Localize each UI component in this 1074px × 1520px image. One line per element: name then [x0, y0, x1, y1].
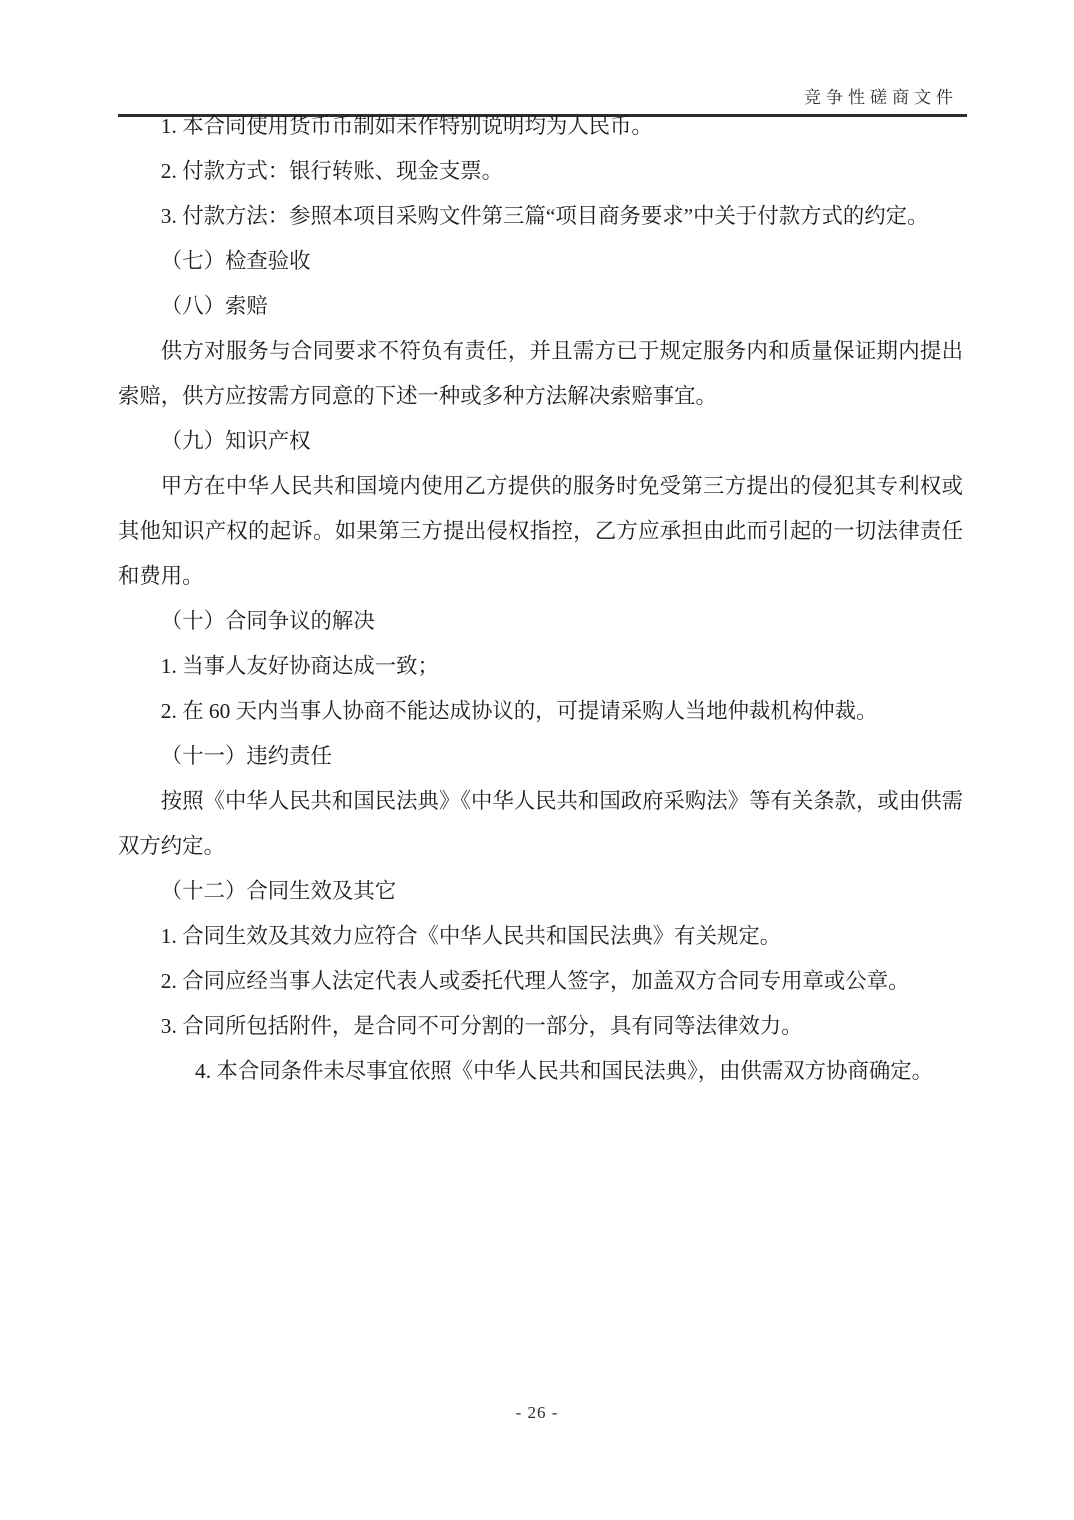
- doc-paragraph-ip-body: 甲方在中华人民共和国境内使用乙方提供的服务时免受第三方提出的侵犯其专利权或其他知识产权的起诉。如果第三方提出侵权指控，乙方应承担由此而引起的一切法律责任和费用。: [118, 474, 963, 588]
- doc-paragraph-validity-2: 2. 合同应经当事人法定代表人或委托代理人签字，加盖双方合同专用章或公章。: [160, 969, 910, 993]
- page-number: - 26 -: [515, 1403, 559, 1422]
- doc-paragraph-validity-3: 3. 合同所包括附件，是合同不可分割的一部分，具有同等法律效力。: [160, 1014, 803, 1038]
- header-title: 竞争性磋商文件: [804, 88, 958, 107]
- doc-paragraph-payment-terms: 3. 付款方法：参照本项目采购文件第三篇“项目商务要求”中关于付款方式的约定。: [160, 204, 929, 228]
- doc-heading-ip-rights: （九）知识产权: [160, 429, 311, 453]
- doc-heading-breach: （十一）违约责任: [160, 744, 332, 768]
- doc-paragraph-breach-body: 按照《中华人民共和国民法典》《中华人民共和国政府采购法》等有关条款，或由供需双方约定。: [118, 789, 963, 858]
- document-body: [118, 104, 963, 1094]
- doc-paragraph-dispute-2: 2. 在 60 天内当事人协商不能达成协议的，可提请采购人当地仲裁机构仲裁。: [160, 699, 878, 723]
- doc-paragraph-dispute-1: 1. 当事人友好协商达成一致；: [160, 654, 439, 678]
- doc-paragraph-validity-4: 4. 本合同条件未尽事宜依照《中华人民共和国民法典》，由供需双方协商确定。: [195, 1059, 934, 1083]
- doc-heading-claims: （八）索赔: [160, 294, 268, 318]
- doc-paragraph-validity-1: 1. 合同生效及其效力应符合《中华人民共和国民法典》有关规定。: [160, 924, 782, 948]
- doc-paragraph-payment-method: 2. 付款方式：银行转账、现金支票。: [160, 159, 504, 183]
- doc-paragraph-claims-body: 供方对服务与合同要求不符负有责任，并且需方已于规定服务内和质量保证期内提出索赔，供方应按需方同意的下述一种或多种方法解决索赔事宜。: [118, 339, 963, 408]
- doc-paragraph-currency: 1. 本合同使用货币币制如未作特别说明均为人民币。: [160, 114, 653, 138]
- doc-heading-inspection: （七）检查验收: [160, 249, 311, 273]
- doc-heading-dispute: （十）合同争议的解决: [160, 609, 375, 633]
- doc-heading-validity: （十二）合同生效及其它: [160, 879, 397, 903]
